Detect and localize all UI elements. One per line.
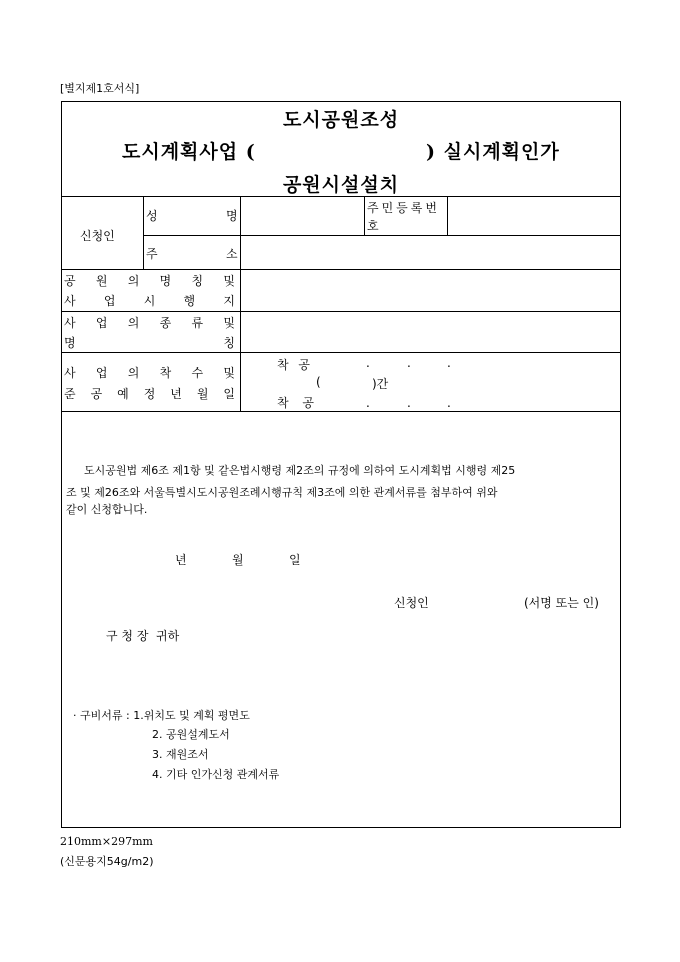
address-label-part1: 주: [146, 247, 158, 261]
address-label-part2: 소: [226, 247, 238, 261]
date-day: 일: [289, 553, 301, 567]
label-char: 행: [183, 294, 196, 308]
label-char: 년: [170, 387, 182, 401]
name-field[interactable]: [241, 197, 363, 234]
title-line2-left: 도시계획사업 (: [122, 141, 256, 163]
date-dot: .: [447, 356, 451, 370]
date-dot: .: [407, 396, 411, 410]
label-char: 및: [223, 274, 235, 288]
signature-label: 신청인: [394, 596, 429, 610]
end-label: 착 공: [277, 396, 319, 410]
rule: [61, 411, 621, 412]
date-month: 월: [232, 553, 244, 567]
label-char: 공: [90, 387, 103, 401]
title-line1: 도시공원조성: [282, 109, 400, 131]
applicant-header: 신청인: [80, 229, 115, 243]
park-name-field[interactable]: [241, 270, 620, 310]
duration-open: (: [316, 375, 321, 389]
label-char: 예: [117, 387, 129, 401]
label-char: 업: [103, 294, 116, 308]
signature-field[interactable]: [440, 592, 520, 610]
park-name-label-line1: [64, 272, 235, 289]
label-char: 명: [159, 274, 172, 288]
label-char: 의: [127, 316, 140, 330]
label-char: 명: [64, 336, 76, 350]
date-year: 년: [175, 553, 187, 567]
attachments-label: · 구비서류 : 1.위치도 및 계획 평면도: [73, 709, 250, 722]
label-char: 업: [95, 366, 108, 380]
label-char: 착: [159, 366, 172, 380]
label-char: 원: [95, 274, 108, 288]
rrn-label-line2: 호: [367, 219, 379, 233]
name-label-part2: 명: [226, 209, 238, 223]
rrn-field[interactable]: [448, 197, 620, 234]
label-char: 정: [143, 387, 156, 401]
date-dot: .: [366, 356, 370, 370]
label-char: 사: [64, 316, 76, 330]
date-dot: .: [366, 396, 370, 410]
paper-size: 210mm×297mm: [60, 835, 153, 848]
name-label-part1: 성: [146, 209, 158, 223]
attachment-item: 2. 공원설계도서: [152, 728, 230, 741]
title-line2-right: ) 실시계획인가: [426, 141, 560, 163]
date-dot: .: [447, 396, 451, 410]
label-char: 종: [159, 316, 172, 330]
form-label: [별지제1호서식]: [60, 82, 140, 95]
address-field[interactable]: [241, 236, 620, 268]
project-type-field[interactable]: [241, 312, 620, 351]
rule: [143, 196, 144, 269]
project-type-label-line2: [64, 334, 235, 351]
label-char: 칭: [223, 336, 235, 350]
label-char: 월: [196, 387, 209, 401]
label-char: 업: [95, 316, 108, 330]
label-char: 의: [127, 366, 140, 380]
label-char: 류: [191, 316, 204, 330]
label-char: 시: [143, 294, 156, 308]
park-name-label-line2: [64, 292, 235, 309]
date-dot: .: [407, 356, 411, 370]
addressee: 구 청 장 귀하: [106, 629, 180, 643]
duration-field[interactable]: [326, 373, 370, 389]
schedule-label-line2: [64, 385, 235, 402]
label-char: 사: [64, 366, 76, 380]
rule: [364, 196, 365, 235]
signature-note: (서명 또는 인): [524, 596, 599, 610]
body-text-line2: 조 및 제26조와 서울특별시도시공원조례시행규칙 제3조에 의한 관계서류를 첨부하여 위와: [66, 486, 498, 499]
label-char: 준: [64, 387, 76, 401]
schedule-label-line1: [64, 364, 235, 381]
start-label: 착 공: [277, 358, 313, 372]
attachment-item: 4. 기타 인가신청 관계서류: [152, 768, 280, 781]
label-char: 및: [223, 316, 235, 330]
rule: [61, 352, 621, 353]
paper-spec: (신문용지54g/m2): [60, 855, 154, 868]
label-char: 지: [223, 294, 235, 308]
label-char: 및: [223, 366, 235, 380]
label-char: 일: [223, 387, 235, 401]
attachment-item: 3. 재원조서: [152, 748, 209, 761]
title-line3: 공원시설설치: [282, 174, 400, 196]
label-char: 공: [64, 274, 76, 288]
project-type-label-line1: [64, 314, 235, 331]
duration-close: )간: [372, 377, 389, 391]
label-char: 사: [64, 294, 76, 308]
body-text-line1: 도시공원법 제6조 제1항 및 같은법시행령 제2조의 규정에 의하여 도시계획법 시행령 제25: [84, 464, 516, 477]
rrn-label-line1: 주민등록번: [367, 201, 440, 215]
label-char: 의: [127, 274, 140, 288]
label-char: 칭: [191, 274, 204, 288]
body-text-line3: 같이 신청합니다.: [66, 503, 148, 516]
label-char: 수: [191, 366, 204, 380]
